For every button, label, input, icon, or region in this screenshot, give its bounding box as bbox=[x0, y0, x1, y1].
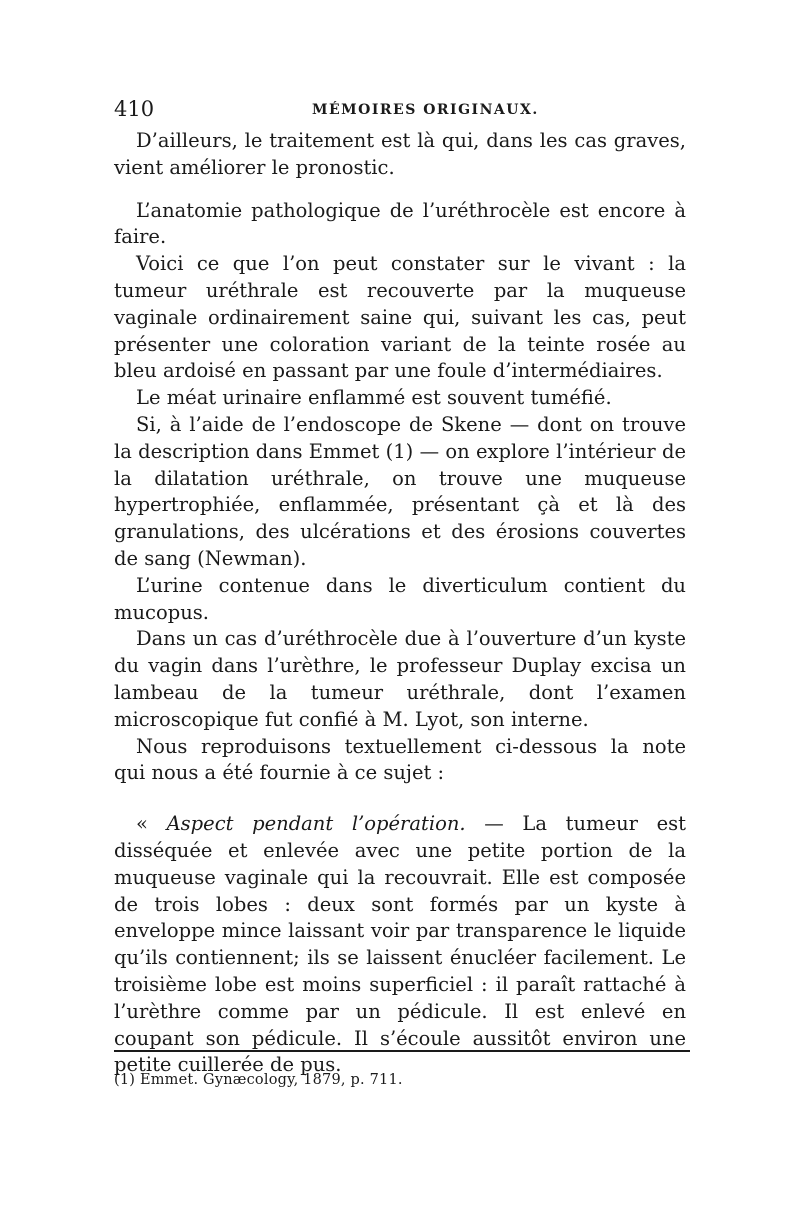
paragraph: Voici ce que l’on peut constater sur le vivant : la tumeur uréthrale est recouverte par la muqueuse vaginale ordinairement saine qui, suivant les cas, peut présenter une coloration variant de la teinte rosée au bleu ardoisé en passant par une foule d’intermédiaires. bbox=[114, 252, 686, 383]
paragraph: Nous reproduisons textuellement ci-dessous la note qui nous a été fournie à ce sujet : bbox=[114, 734, 686, 785]
paragraph: Le méat urinaire enflammé est souvent tuméfié. bbox=[136, 386, 612, 410]
running-title: MÉMOIRES ORIGINAUX. bbox=[312, 102, 539, 118]
page-number: 410 bbox=[114, 97, 155, 121]
footnote: (1) Emmet. Gynæcology, 1879, p. 711. bbox=[114, 1072, 403, 1088]
paragraph: Dans un cas d’uréthrocèle due à l’ouverture d’un kyste du vagin dans l’urèthre, le professeur Duplay excisa un lambeau de la tumeur uréthrale, dont l’examen microscopique fut confié à M. Lyot, son interne. bbox=[114, 627, 686, 731]
body-text bbox=[114, 128, 686, 1079]
running-head bbox=[114, 97, 690, 125]
paragraph: Si, à l’aide de l’endoscope de Skene — dont on trouve la description dans Emmet (1) — on explore l’intérieur de la dilatation uréthrale, on trouve une muqueuse hypertrophiée, enflammée, présentant çà et là des granulations, des ulcérations et des érosions couvertes de sang (Newman). bbox=[114, 412, 686, 570]
quote-heading: Aspect pendant l’opération. bbox=[166, 812, 466, 836]
paragraph: D’ailleurs, le traitement est là qui, dans les cas graves, vient améliorer le pronostic. bbox=[114, 129, 686, 179]
quote-open: « bbox=[136, 812, 167, 836]
paragraph: L’urine contenue dans le diverticulum contient du mucopus. bbox=[114, 573, 686, 624]
paragraph: L’anatomie pathologique de l’uréthrocèle est encore à faire. bbox=[114, 198, 686, 249]
footnote-rule bbox=[114, 1050, 690, 1052]
quote-text: — La tumeur est disséquée et enlevée avec une petite portion de la muqueuse vaginale qui la recouvrait. Elle est composée de trois lobes : deux sont formés par un kyste à enveloppe mince laissant voir par transparence le liquide qu’ils contiennent; ils se laissent énucléer facilement. Le troisième lobe est moins superficiel : il paraît rattaché à l’urèthre comme par un pédicule. Il est enlevé en coupant son pédicule. Il s’écoule aussitôt environ une petite cuillerée de pus. bbox=[114, 812, 686, 1077]
quoted-note bbox=[114, 811, 686, 1079]
